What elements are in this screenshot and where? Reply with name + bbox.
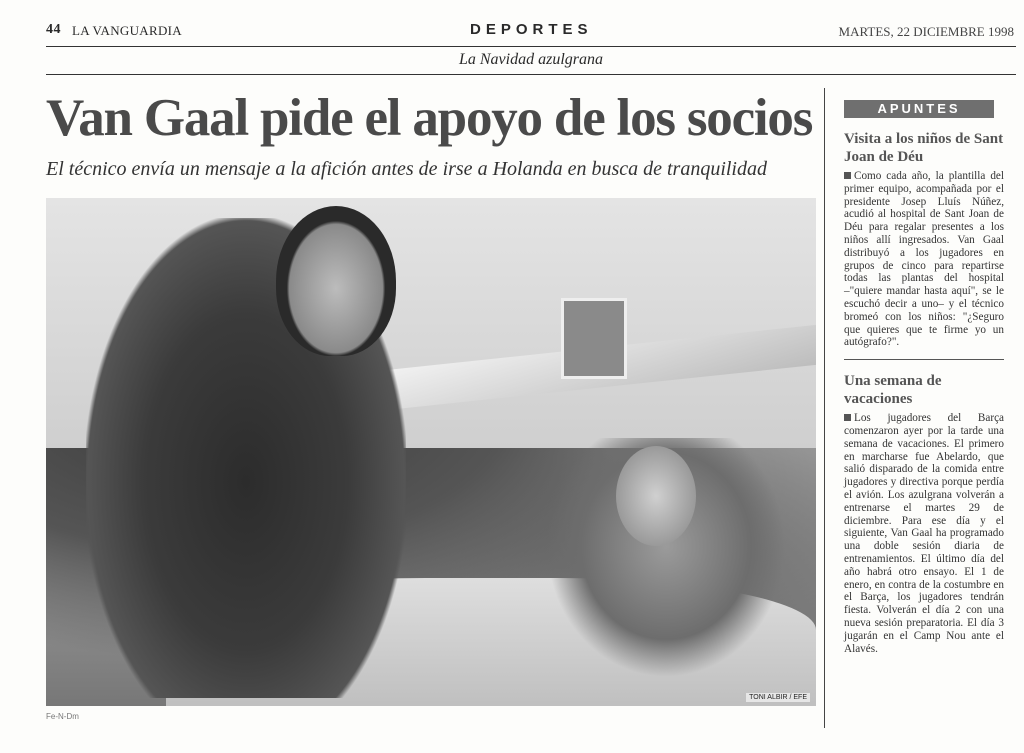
top-rule (46, 46, 1016, 47)
photo-caption-tag: Fe-N-Dm (46, 712, 79, 721)
column-divider (824, 88, 825, 728)
page-number: 44 (46, 22, 61, 37)
photo-coach-head (276, 206, 396, 356)
photo-child-head (616, 446, 696, 546)
sidebar-item-body (844, 170, 1004, 349)
sidebar-divider (844, 359, 1004, 360)
photo-wall-frame (561, 298, 627, 379)
bullet-square-icon (844, 172, 851, 179)
section-title: DEPORTES (470, 21, 593, 38)
sidebar-apuntes (836, 100, 1006, 655)
news-photo (46, 198, 816, 706)
sidebar-item-heading: Una semana de vacaciones (844, 373, 942, 408)
issue-date: MARTES, 22 DICIEMBRE 1998 (838, 24, 1014, 39)
kicker-rule (46, 74, 1016, 75)
photo-credit: TONI ALBIR / EFE (746, 693, 810, 702)
bullet-square-icon (844, 414, 851, 421)
sidebar-item-heading: Visita a los niños de Sant Joan de Déu (844, 131, 1004, 165)
newspaper-name: LA VANGUARDIA (72, 23, 182, 38)
sidebar-item-text: Como cada año, la plantilla del primer equipo, acompañada por el presidente Josep Lluís Núñez, acudió al hospital de Sant Joan de Déu para regalar presentes a los niños allí ingresados. Van Gaal distribuyó a los jugadores en grupos de cinco para repartirse todas las plantas del hospital –"quiere mandar hasta aquí", se le escuchó decir a uno– y el técnico bromeó con los niños: "¿Seguro que quieres que te firme yo un autógrafo?". (844, 170, 1004, 349)
sidebar-label: APUNTES (844, 100, 994, 118)
kicker: La Navidad azulgrana (458, 51, 603, 68)
sidebar-item-body (844, 412, 1004, 655)
sidebar-item-text: Los jugadores del Barça comenzaron ayer por la tarde una semana de vacaciones. El primero en marcharse fue Abelardo, que salió disparado de la comida entre jugadores y directiva porque perdía el avión. Los azulgrana volverán a entrenarse el martes 29 de diciembre. Para ese día y el siguiente, Van Gaal ha programado una doble sesión diaria de entrenamientos. El último día del año habrá otro ensayo. El 1 de enero, en contra de la costumbre en el Barça, los jugadores tendrán fiesta. Volverán el día 2 con una nueva sesión preparatoria. El día 3 jugarán en el Camp Nou ante el Alavés. (844, 412, 1004, 655)
headline: Van Gaal pide el apoyo de los socios (46, 89, 813, 147)
subheadline: El técnico envía un mensaje a la afición antes de irse a Holanda en busca de tranquilidad (46, 158, 767, 180)
